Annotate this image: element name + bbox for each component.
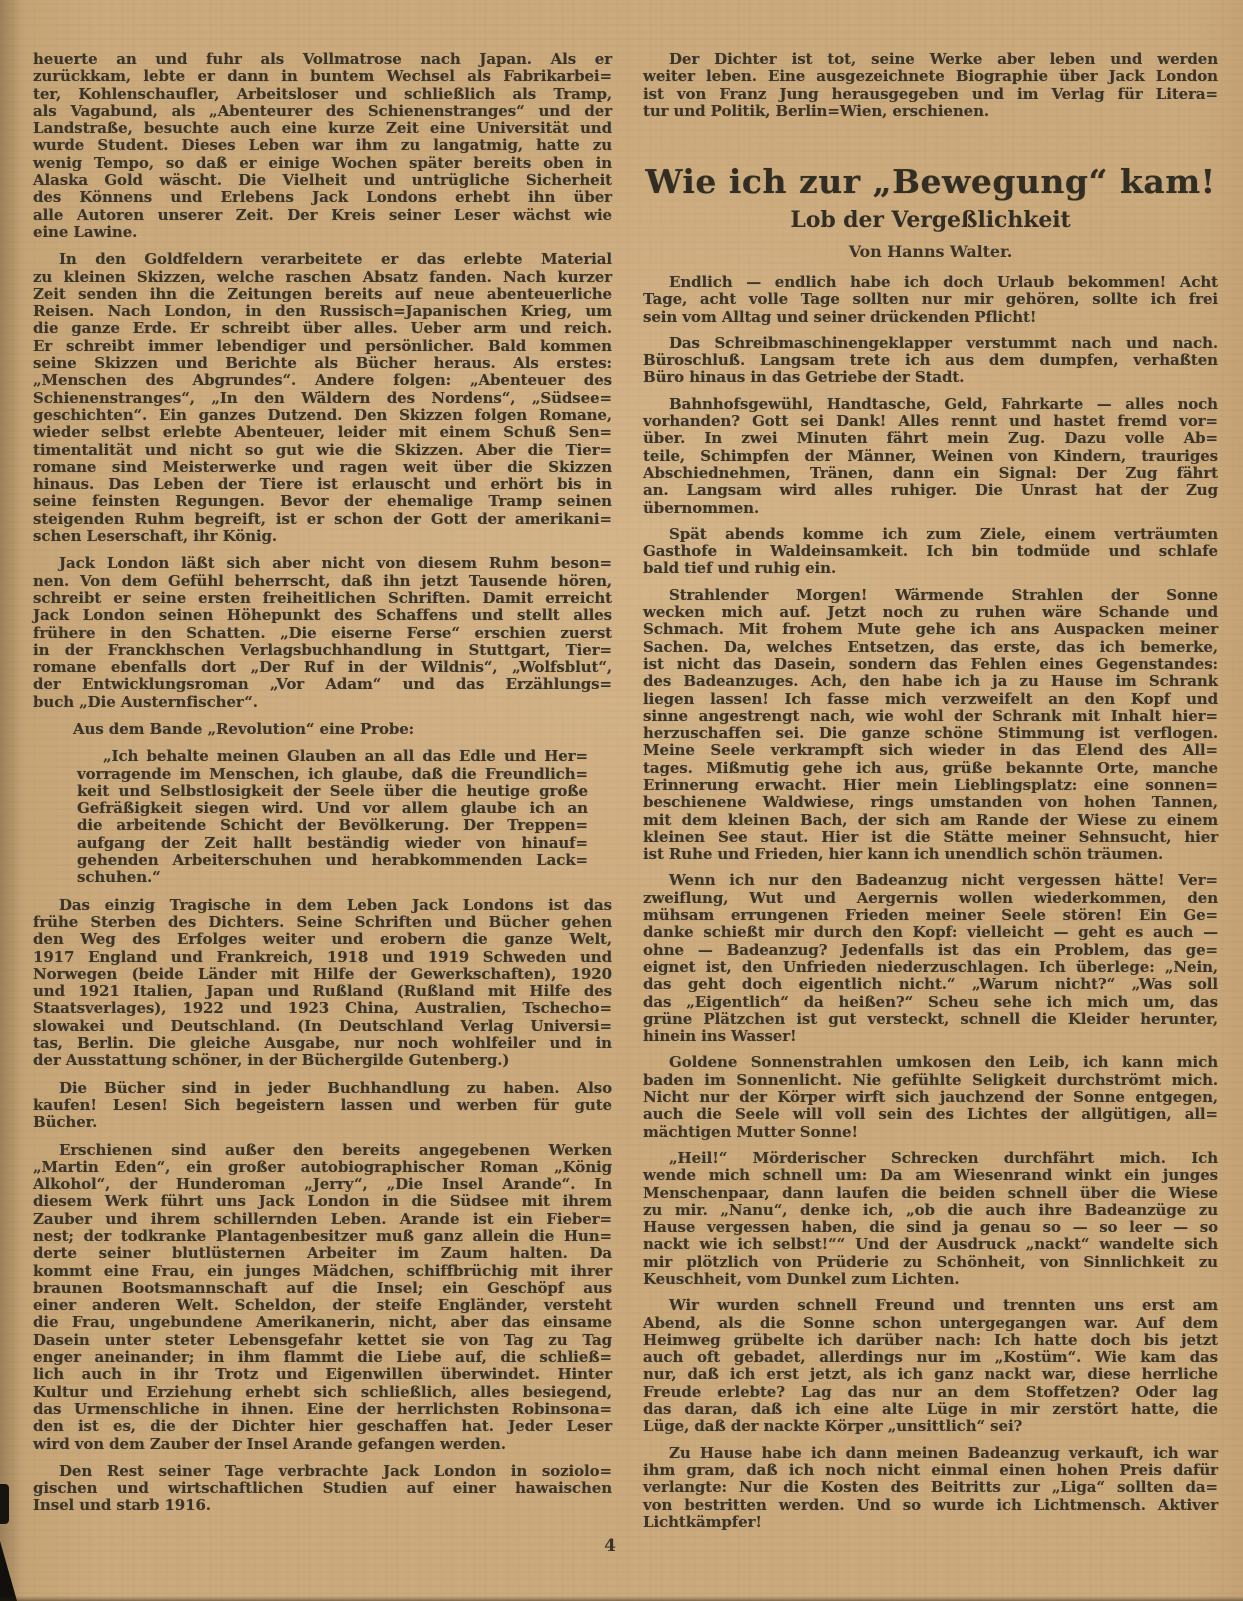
left-column (33, 51, 612, 1525)
text-line: Die Bücher sind in jeder Buchhandlung zu haben. Also (59, 1078, 612, 1097)
text-line: grüne Plätzchen ist gut versteckt, schnell die Kleider herunter, (643, 1009, 1218, 1028)
text-line: die Frau, ungebundene Amerikanerin, nicht, aber das einsame (33, 1313, 612, 1332)
paragraph (33, 1463, 612, 1515)
text-line: herzuschaffen sei. Die ganze schöne Stimmung ist verflogen. (643, 724, 1218, 743)
text-line: schuhen.“ (77, 868, 161, 887)
text-line: „Ich behalte meinen Glauben an all das Edle und Her= (103, 747, 588, 766)
paragraph (643, 396, 1218, 517)
text-line: mühsam errungenen Frieden meiner Seele stören! Ein Ge= (643, 906, 1218, 925)
text-line: Bücher. (33, 1113, 98, 1132)
text-line: frühe Sterben des Dichters. Seine Schriften und Bücher gehen (33, 912, 612, 931)
paragraph (33, 555, 612, 711)
scan-corner-shadow (0, 1541, 17, 1601)
text-line: Aus dem Bande „Revolution“ eine Probe: (73, 719, 415, 738)
paragraph (643, 872, 1218, 1045)
text-line: Wenn ich nur den Badeanzug nicht vergessen hätte! Ver= (669, 871, 1218, 890)
text-line: enger aneinander; in ihm flammt die Liebe auf, die schließ= (33, 1348, 612, 1367)
paragraph (643, 51, 1218, 120)
text-line: Der Dichter ist tot, seine Werke aber leben und werden (669, 50, 1218, 68)
paragraph (33, 251, 612, 545)
text-line: Bahnhofsgewühl, Handtasche, Geld, Fahrkarte — alles noch (669, 394, 1218, 413)
text-line: In den Goldfeldern verarbeitete er das erlebte Material (59, 250, 612, 269)
text-line: eine Lawine. (33, 222, 138, 241)
paragraph (33, 1142, 612, 1453)
text-line: Keuschheit, vom Dunkel zum Lichten. (643, 1270, 960, 1288)
text-line: Staatsverlages), 1922 und 1923 China, Australien, Tschecho= (33, 999, 612, 1018)
text-line: baden im Sonnenlicht. Nie gefühlte Seligkeit durchströmt mich. (643, 1070, 1218, 1089)
paragraph (643, 1150, 1218, 1288)
paragraph (33, 897, 612, 1070)
text-line: über. In zwei Minuten fährt mein Zug. Dazu volle Ab= (643, 429, 1218, 448)
text-line: braunen Bootsmannschaft auf die Insel; ein Geschöpf aus (33, 1278, 612, 1297)
text-line: Erschienen sind außer den bereits angegebenen Werken (59, 1140, 612, 1159)
text-line: tages. Mißmutig gehe ich aus, grüße bekannte Orte, manche (643, 758, 1218, 777)
text-line: Zu Hause habe ich dann meinen Badeanzug verkauft, ich war (669, 1443, 1218, 1462)
text-line: romane ebenfalls dort „Der Ruf in der Wildnis“, „Wolfsblut“, (33, 658, 612, 677)
text-line: Den Rest seiner Tage verbrachte Jack London in soziolo= (59, 1461, 612, 1480)
text-line: Zeit senden ihn die Zeitungen bereits auf neue abenteuerliche (33, 284, 612, 303)
paragraph (643, 335, 1218, 387)
text-line: alle Autoren unserer Zeit. Der Kreis seiner Leser wächst wie (33, 205, 612, 224)
text-line: mir plötzlich von Prüderie zu Schönheit, von Sinnlichkeit zu (643, 1252, 1218, 1271)
text-line: steigenden Ruhm begreift, ist er schon der Gott der amerikani= (33, 509, 612, 528)
text-line: kaufen! Lesen! Sich begeistern lassen und werben für gute (33, 1095, 612, 1114)
text-line: hinein ins Wasser! (643, 1027, 797, 1046)
text-line: und 1921 Italien, Japan und Rußland (Rußland mit Hilfe des (33, 982, 612, 1001)
text-line: derte seiner blutlüsternen Arbeiter im Zaum halten. Da (33, 1244, 612, 1263)
text-line: ohne — Badeanzug? Jedenfalls ist das ein Problem, das ge= (643, 940, 1218, 959)
text-line: Büro hinaus in das Getriebe der Stadt. (643, 368, 965, 387)
text-line: Norwegen (beide Länder mit Hilfe der Gewerkschaften), 1920 (33, 964, 612, 983)
text-line: Landstraße, besuchte auch eine kurze Zeit eine Universität und (33, 119, 612, 138)
text-line: Zauber und ihrem schillernden Leben. Arande ist ein Fieber= (33, 1209, 612, 1228)
text-line: wende mich schnell um: Da am Wiesenrand winkt ein junges (643, 1166, 1218, 1185)
text-line: wenig Tempo, so daß er einige Wochen später bereits oben in (33, 153, 612, 172)
right-column (643, 51, 1218, 1540)
text-line: ist von Franz Jung herausgegeben und im Verlag für Litera= (643, 84, 1218, 103)
text-line: Freude erlebte? Lag das nur an dem Stoffetzen? Oder lag (643, 1382, 1218, 1401)
text-line: das Urmenschliche in ihnen. Eine der herrlichsten Robinsona= (33, 1399, 612, 1418)
text-line: tur und Politik, Berlin=Wien, erschienen. (643, 101, 990, 120)
text-line: Kultur und Erziehung erhebt sich schließlich, alles besiegend, (33, 1382, 612, 1401)
text-line: Heimweg grübelte ich darüber nach: Ich hatte doch bis jetzt (643, 1330, 1218, 1349)
text-line: beschienene Waldwiese, rings umstanden von hohen Tannen, (643, 793, 1218, 812)
text-line: Büroschluß. Langsam trete ich aus dem dumpfen, verhaßten (643, 351, 1218, 370)
text-line: sein vom Alltag und seiner drückenden Pflicht! (643, 307, 1037, 326)
jack-london-continuation (643, 51, 1218, 120)
text-line: zurückkam, lebte er dann in buntem Wechsel als Fabrikarbei= (33, 67, 612, 86)
text-line: nur, daß ich erst jetzt, als ich ganz nackt war, diese herrliche (643, 1365, 1218, 1384)
paragraph (643, 1445, 1218, 1531)
text-line: eignet ist, den Unfrieden niederzuschlagen. Ich überlege: „Nein, (643, 957, 1218, 976)
text-line: Wir wurden schnell Freund und trennten uns erst am (669, 1296, 1218, 1315)
text-line: Lüge, daß der nackte Körper „unsittlich“ sei? (643, 1417, 1023, 1436)
text-line: gehenden Arbeiterschuhen und herabkommenden Lack= (77, 851, 588, 870)
text-line: Erinnerung erwacht. Hier mein Lieblingsplatz: eine sonnen= (643, 775, 1218, 794)
text-line: Reisen. Nach London, in den Russisch=Japanischen Krieg, um (33, 302, 612, 321)
text-line: nen. Von dem Gefühl beherrscht, daß ihn jetzt Tausende hören, (33, 571, 612, 590)
text-line: teile, Schimpfen der Männer, Weinen von Kindern, trauriges (643, 446, 1218, 465)
text-line: vorhanden? Gott sei Dank! Alles rennt und hastet fremd vor= (643, 412, 1218, 431)
text-line: der Entwicklungsroman „Vor Adam“ und das Erzählungs= (33, 675, 612, 694)
paragraph (73, 721, 612, 738)
scan-edge-mark (0, 1484, 9, 1524)
text-line: buch „Die Austernfischer“. (33, 692, 258, 711)
text-line: kommt eine Frau, ein junges Mädchen, schiffbrüchig mit ihrer (33, 1261, 612, 1280)
scan-bottom-edge (0, 1596, 1243, 1601)
article-title: Wie ich zur „Bewegung“ kam! (645, 162, 1216, 202)
text-line: „Martin Eden“, ein großer autobiographischer Roman „König (33, 1157, 612, 1176)
paragraph (643, 274, 1218, 326)
page-number: 4 (604, 1536, 616, 1556)
text-line: Hause vergessen haben, die sind ja genau so — so leer — so (643, 1218, 1218, 1237)
text-line: vorragende im Menschen, ich glaube, daß die Freundlich= (77, 764, 588, 783)
text-line: Alkohol“, der Hunderoman „Jerry“, „Die Insel Arande“. In (33, 1175, 612, 1194)
text-line: übernommen. (643, 498, 760, 517)
text-line: Goldene Sonnenstrahlen umkosen den Leib, ich kann mich (669, 1053, 1218, 1072)
text-line: Er schreibt immer lebendiger und persönlicher. Bald kommen (33, 336, 612, 355)
paragraph (643, 526, 1218, 578)
text-line: des Badeanzuges. Ach, den habe ich ja zu Hause im Schrank (643, 672, 1218, 691)
text-line: „Menschen des Abgrundes“. Andere folgen: „Abenteuer des (33, 371, 612, 390)
text-line: zu mir. „Nanu“, denke ich, „ob die auch ihre Badeanzüge zu (643, 1200, 1218, 1219)
text-line: slowakei und Deutschland. (In Deutschland Verlag Universi= (33, 1016, 612, 1035)
text-line: danke schießt mir durch den Kopf: vielleicht — geht es auch — (643, 923, 1218, 942)
text-line: „Heil!“ Mörderischer Schrecken durchfährt mich. Ich (669, 1148, 1218, 1167)
text-line: in der Franckhschen Verlagsbuchhandlung in Stuttgart, Tier= (33, 640, 612, 659)
text-line: ist nicht das Dasein, sondern das Fehlen eines Gegenstandes: (643, 654, 1218, 673)
text-line: diesem Werk führt uns Jack London in die Südsee mit ihrem (33, 1192, 612, 1211)
text-line: lich auch in ihr Trotz und Eigenwillen überwindet. Hinter (33, 1365, 612, 1384)
text-line: Gefräßigkeit siegen wird. Und vor allem glaube ich an (77, 799, 588, 818)
text-line: kleinen See staut. Hier ist die Stätte meiner Sehnsucht, hier (643, 827, 1218, 846)
text-line: des Könnens und Erlebens Jack Londons erhebt ihn über (33, 188, 612, 207)
text-line: Schienenstranges“, „In den Wäldern des Nordens“, „Südsee= (33, 388, 612, 407)
text-line: der Ausstattung schöner, in der Büchergilde Gutenberg.) (33, 1051, 510, 1070)
paragraph (643, 1054, 1218, 1140)
paragraph (77, 748, 588, 886)
text-line: zu kleinen Skizzen, welche raschen Absatz fanden. Nach kurzer (33, 267, 612, 286)
text-line: wurde Student. Dieses Leben war ihm zu langatmig, hatte zu (33, 136, 612, 155)
text-line: Abschiednehmen, Tränen, dann ein Signal: Der Zug fährt (643, 463, 1218, 482)
page-fold-shadow (0, 0, 22, 1601)
text-line: Abend, als die Sonne schon untergegangen war. Auf dem (643, 1313, 1218, 1332)
text-line: Menschenpaar, dann laufen die beiden schnell über die Wiese (643, 1183, 1218, 1202)
paragraph (33, 51, 612, 241)
text-line: seine feinsten Regungen. Bevor der ehemalige Tramp seinen (33, 492, 612, 511)
text-line: sinne angestrengt nach, wie wohl der Schrank mit Inhalt hier= (643, 706, 1218, 725)
text-line: Endlich — endlich habe ich doch Urlaub bekommen! Acht (669, 272, 1218, 291)
text-line: Dasein unter steter Lebensgefahr kettet sie von Tag zu Tag (33, 1330, 612, 1349)
text-line: Strahlender Morgen! Wärmende Strahlen der Sonne (669, 585, 1218, 604)
text-line: frühere in den Schatten. „Die eiserne Ferse“ erschien zuerst (33, 623, 612, 642)
text-line: den Weg des Erfolges weiter und erobern die ganze Welt, (33, 930, 612, 949)
text-line: Jack London seinen Höhepunkt des Schaffens und stellt alles (33, 606, 612, 625)
text-line: verlangte: Nur die Kosten des Beitritts zur „Liga“ sollten da= (643, 1478, 1218, 1497)
text-line: seine Skizzen und Berichte als Bücher heraus. Als erstes: (33, 354, 612, 373)
text-line: bald tief und ruhig ein. (643, 559, 837, 578)
text-line: zweiflung, Wut und Aergernis wollen wiederkommen, den (643, 888, 1218, 907)
text-line: Schmach. Mit frohem Mute gehe ich ans Auspacken meiner (643, 620, 1218, 639)
text-line: nackt wie ich selbst!““ Und der Ausdruck „nackt“ wandelte sich (643, 1235, 1218, 1254)
text-line: das daran, daß ich eine alte Lüge in mir zerstört hatte, die (643, 1400, 1218, 1419)
text-line: auch die Seele will voll sein des Lichtes der allgütigen, all= (643, 1105, 1218, 1124)
text-line: gischen und wirtschaftlichen Studien auf einer hawaischen (33, 1479, 612, 1498)
article-body (643, 274, 1218, 1531)
text-line: wird von dem Zauber der Insel Arande gefangen werden. (33, 1434, 506, 1453)
text-line: Jack London läßt sich aber nicht von diesem Ruhm beson= (59, 554, 612, 573)
paragraph (643, 1297, 1218, 1435)
text-line: Das Schreibmaschinengeklapper verstummt nach und nach. (669, 333, 1218, 352)
text-line: schreibt er seine ersten freiheitlichen Schriften. Damit erreicht (33, 588, 612, 607)
text-line: hinaus. Das Leben der Tiere ist erlauscht und erhört bis in (33, 475, 612, 494)
text-line: Spät abends komme ich zum Ziele, einem verträumten (669, 524, 1218, 543)
text-line: liegen lassen! Ich fasse mich verzweifelt an den Kopf und (643, 689, 1218, 708)
paragraph (643, 587, 1218, 864)
text-line: heuerte an und fuhr als Vollmatrose nach Japan. Als er (33, 50, 612, 68)
text-line: aufgang der Zeit hallt beständig wieder von hinauf= (77, 833, 588, 852)
text-line: an. Langsam wird alles ruhiger. Die Unrast hat der Zug (643, 481, 1218, 500)
text-line: 1917 England und Frankreich, 1918 und 1919 Schweden und (33, 947, 612, 966)
text-line: keit und Selbstlosigkeit der Seele über die heutige große (77, 781, 588, 800)
text-line: tas, Berlin. Die gleiche Ausgabe, nur noch wohlfeiler und in (33, 1034, 612, 1053)
text-line: den ist es, die der Dichter hier geschaffen hat. Jeder Leser (33, 1417, 612, 1436)
text-line: das geht doch eigentlich nicht.“ „Warum nicht?“ „Was soll (643, 975, 1218, 994)
text-line: nest; der todkranke Plantagenbesitzer muß ganz allein die Hun= (33, 1227, 612, 1245)
article-subtitle: Lob der Vergeßlichkeit (790, 207, 1071, 234)
text-line: Nicht nur der Körper wirft sich jauchzend der Sonne entgegen, (643, 1088, 1218, 1107)
text-line: Sachen. Da, welches Entsetzen, das erste, das ich bemerke, (643, 637, 1218, 656)
text-line: auch oft gebadet, allerdings nur im „Kostüm“. Wie kam das (643, 1348, 1218, 1367)
text-line: Insel und starb 1916. (33, 1496, 211, 1515)
text-line: Tage, acht volle Tage sollten nur mir gehören, sollte ich frei (643, 290, 1218, 309)
text-line: als Vagabund, als „Abenteurer des Schienenstranges“ und der (33, 101, 612, 120)
text-line: die ganze Erde. Er schreibt über alles. Ueber arm und reich. (33, 319, 612, 338)
text-line: geschichten“. Ein ganzes Dutzend. Den Skizzen folgen Romane, (33, 405, 612, 424)
text-line: einer anderen Welt. Scheldon, der steife Engländer, versteht (33, 1296, 612, 1315)
text-line: ihm gram, daß ich noch nicht einmal einen hohen Preis dafür (643, 1460, 1218, 1479)
text-line: ist Ruhe und Frieden, hier kann ich unendlich schön träumen. (643, 845, 1164, 864)
text-line: mächtigen Mutter Sonne! (643, 1122, 858, 1141)
text-line: Das einzig Tragische in dem Leben Jack Londons ist das (59, 895, 612, 914)
text-line: wieder selbst erlebte Abenteuer, leider mit einem Schuß Sen= (33, 423, 612, 442)
text-line: das „Eigentlich“ da heißen?“ Scheu sehe ich mich um, das (643, 992, 1218, 1011)
text-line: romane sind Meisterwerke und ragen weit über die Skizzen (33, 457, 612, 476)
text-line: Gasthofe in Waldeinsamkeit. Ich bin todmüde und schlafe (643, 542, 1218, 561)
text-line: mit dem kleinen Bach, der sich am Rande der Wiese zu einem (643, 810, 1218, 829)
paragraph (33, 1080, 612, 1132)
text-line: wecken mich auf. Jetzt noch zu ruhen wäre Schande und (643, 603, 1218, 622)
text-line: weiter leben. Eine ausgezeichnete Biographie über Jack London (643, 67, 1218, 86)
text-line: von bestritten werden. Und so wurde ich Lichtmensch. Aktiver (643, 1495, 1218, 1514)
text-line: Lichtkämpfer! (643, 1512, 762, 1531)
text-line: Alaska Gold wäscht. Die Vielheit und untrügliche Sicherheit (33, 171, 612, 190)
text-line: timentalität und nicht so gut wie die Skizzen. Aber die Tier= (33, 440, 612, 459)
text-line: ter, Kohlenschaufler, Arbeitsloser und schließlich als Tramp, (33, 84, 612, 103)
text-line: die arbeitende Schicht der Bevölkerung. Der Treppen= (77, 816, 588, 835)
text-line: schen Leserschaft, ihr König. (33, 527, 278, 546)
article-byline: Von Hanns Walter. (848, 241, 1013, 261)
text-line: Meine Seele verkrampft sich wieder in das Elend des All= (643, 741, 1218, 760)
